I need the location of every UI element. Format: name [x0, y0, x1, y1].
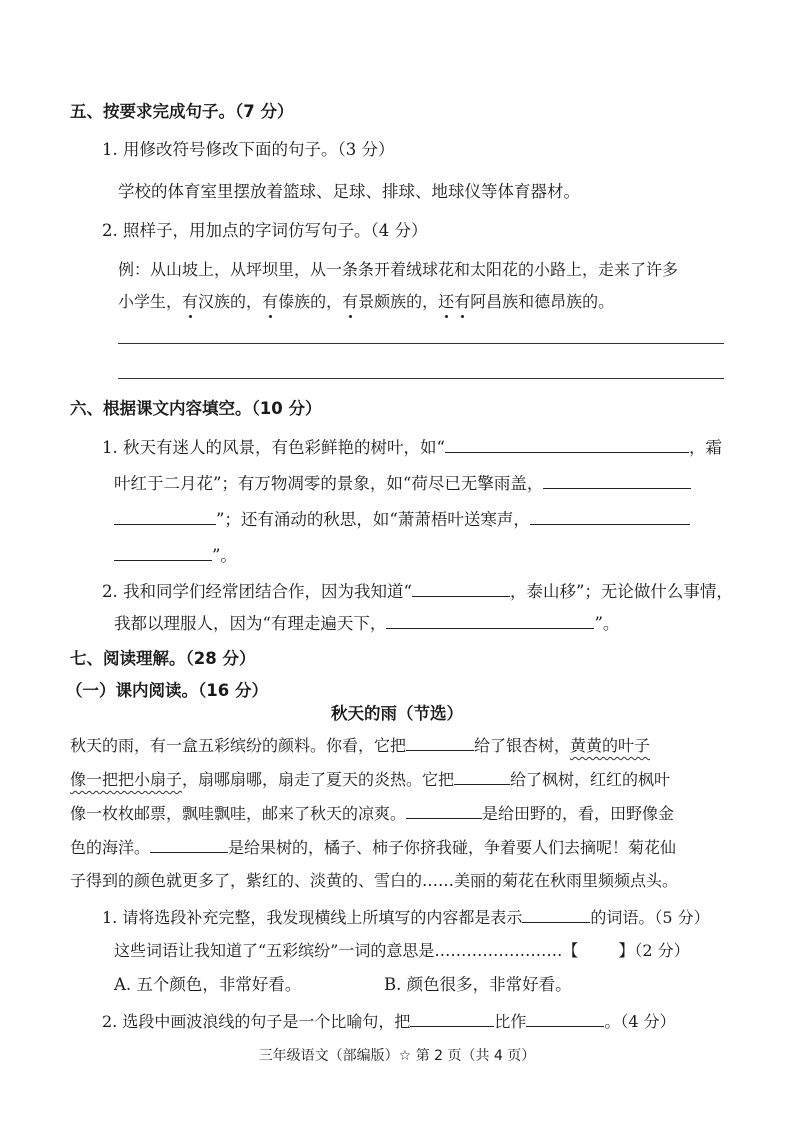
example-text: 阿昌族和德昂族的。 [470, 292, 615, 311]
option-b: B. 颜色很多，非常好看。 [384, 975, 572, 994]
fill-blank[interactable] [406, 734, 474, 751]
passage-line-1 [70, 734, 650, 757]
section-5-example-line-2 [118, 291, 614, 313]
passage-text: 像一枚枚邮票，飘哇飘哇，邮来了秋天的凉爽。 [70, 804, 407, 823]
section-5-question-1: 1. 用修改符号修改下面的句子。（3 分） [102, 140, 395, 159]
section-6-question-1-line-3 [114, 508, 690, 531]
passage-text: 是给田野的，看，田野像金 [482, 804, 675, 823]
dotted-word: 还 [438, 292, 455, 311]
fill-blank[interactable] [114, 544, 212, 561]
passage-text: 色的海洋。 [70, 838, 151, 857]
question-text: ”。 [594, 614, 620, 633]
option-a: A. 五个颜色，非常好看。 [114, 975, 302, 994]
wavy-underlined-text: 黄黄的叶子 [570, 736, 651, 755]
passage-text: ，扇哪扇哪，扇走了夏天的炎热。它把 [182, 770, 455, 789]
example-text: 小学生， [118, 292, 183, 311]
question-text: 的词语。（5 分） [590, 908, 710, 927]
section-6-title: 六、根据课文内容填空。（10 分） [70, 399, 322, 418]
fill-blank[interactable] [114, 508, 216, 525]
example-text: 景颇族的， [358, 292, 439, 311]
passage-text: 给了枫树，红红的枫叶 [510, 770, 671, 789]
section-7-question-1-sub [114, 940, 690, 962]
section-6-question-1-line-2 [114, 472, 691, 495]
passage-line-3 [70, 802, 674, 825]
question-text: 2. 我和同学们经常团结合作，因为我知道“ [102, 582, 412, 601]
fill-blank[interactable] [526, 1010, 604, 1027]
answer-line-2[interactable] [118, 378, 724, 379]
dotted-word: 有 [262, 292, 279, 311]
dotted-word: 有 [342, 292, 359, 311]
fill-blank[interactable] [386, 612, 594, 629]
fill-blank[interactable] [445, 436, 689, 453]
fill-blank[interactable] [150, 836, 228, 853]
section-5-question-2: 2. 照样子，用加点的字词仿写句子。（4 分） [102, 221, 428, 240]
question-text: 叶红于二月花”；有万物凋零的景象，如“荷尽已无擎雨盖， [114, 474, 544, 493]
fill-blank[interactable] [406, 802, 482, 819]
question-text: 1. 秋天有迷人的风景，有色彩鲜艳的树叶，如“ [102, 438, 445, 457]
question-text: 】（2 分） [618, 941, 690, 960]
wavy-underlined-text: 像一把把小扇子 [70, 770, 183, 789]
dotted-word: 有 [454, 292, 471, 311]
section-6-question-1-line-1 [102, 436, 722, 459]
question-text: 比作 [494, 1012, 527, 1031]
passage-line-5: 子得到的颜色就更多了，紫红的、淡黄的、雪白的……美丽的菊花在秋雨里频频点头。 [70, 871, 679, 890]
question-text: ，霜 [688, 438, 722, 457]
fill-blank[interactable] [410, 1010, 494, 1027]
fill-blank[interactable] [530, 508, 690, 525]
section-5-title: 五、按要求完成句子。（7 分） [70, 102, 294, 121]
section-6-question-1-line-4 [114, 544, 237, 567]
fill-blank[interactable] [543, 472, 691, 489]
fill-blank[interactable] [522, 906, 590, 923]
passage-title: 秋天的雨（节选） [331, 704, 463, 723]
example-text: 汉族的， [198, 292, 263, 311]
example-text: 傣族的， [278, 292, 343, 311]
section-6-question-2-line-2 [114, 612, 619, 635]
section-7-question-2 [102, 1010, 676, 1033]
passage-line-4 [70, 836, 676, 859]
page-footer: 三年级语文（部编版）☆ 第 2 页（共 4 页） [258, 1048, 536, 1064]
dotted-word: 有 [182, 292, 199, 311]
section-6-question-2-line-1 [102, 580, 733, 603]
section-7-question-1 [102, 906, 710, 929]
section-5-question-1-sentence: 学校的体育室里摆放着篮球、足球、排球、地球仪等体育器材。 [118, 182, 580, 201]
passage-text: 是给果树的，橘子、柿子你挤我碰，争着要人们去摘呢！菊花仙 [228, 838, 677, 857]
question-text: 这些词语让我知道了“五彩缤纷”一词的意思是……………………【 [114, 941, 579, 960]
passage-text: 秋天的雨，有一盒五彩缤纷的颜料。你看，它把 [70, 736, 407, 755]
section-7-title: 七、阅读理解。（28 分） [70, 649, 256, 668]
answer-line-1[interactable] [118, 343, 724, 344]
question-text: ”；还有涌动的秋思，如“萧萧梧叶送寒声， [216, 510, 530, 529]
question-text: ，泰山移”；无论做什么事情， [509, 582, 733, 601]
passage-line-2 [70, 768, 670, 791]
passage-text: 给了银杏树， [474, 736, 571, 755]
question-text: 。（4 分） [604, 1012, 676, 1031]
section-7-part-1-title: （一）课内阅读。（16 分） [66, 681, 268, 700]
question-text: 2. 选段中画波浪线的句子是一个比喻句，把 [102, 1012, 411, 1031]
question-text: 我都以理服人，因为“有理走遍天下， [114, 614, 387, 633]
question-text: 1. 请将选段补充完整，我发现横线上所填写的内容都是表示 [102, 908, 523, 927]
fill-blank[interactable] [412, 580, 510, 597]
fill-blank[interactable] [454, 768, 510, 785]
section-5-example-line-1: 例：从山坡上，从坪坝里，从一条条开着绒球花和太阳花的小路上，走来了许多 [118, 260, 679, 279]
question-text: ”。 [212, 546, 237, 565]
